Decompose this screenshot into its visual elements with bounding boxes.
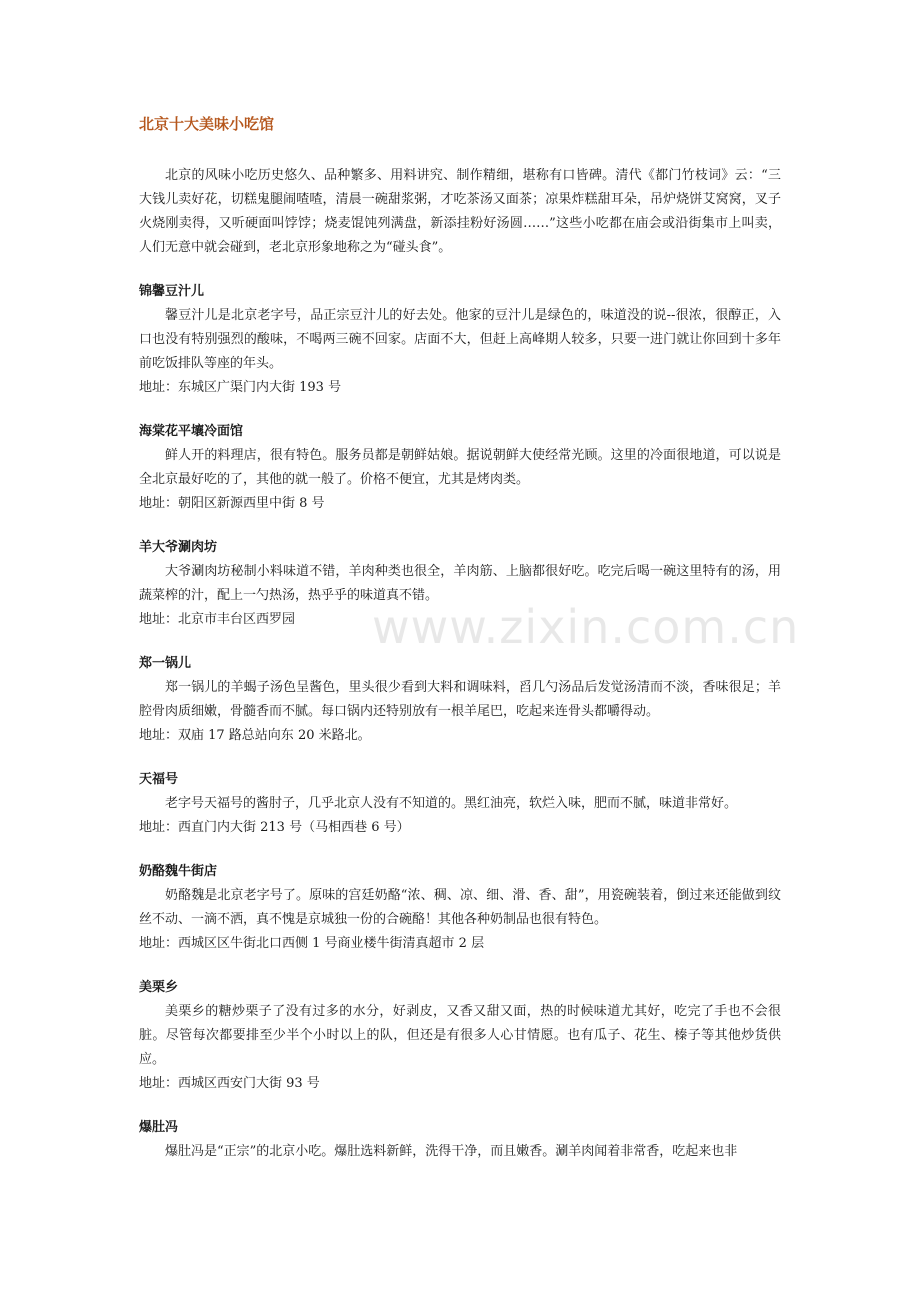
restaurant-address: 地址：北京市丰台区西罗园 (139, 612, 296, 627)
restaurant-entry (139, 860, 781, 956)
restaurant-address: 地址：东城区广渠门内大街 193 号 (139, 380, 342, 395)
restaurant-name: 郑一锅儿 (139, 656, 192, 671)
restaurant-list (139, 280, 800, 1164)
restaurant-address: 地址：西城区区牛街北口西侧 1 号商业楼牛街清真超市 2 层 (139, 936, 485, 951)
restaurant-entry (139, 536, 781, 632)
intro-paragraph: 北京的风味小吃历史悠久、品种繁多、用料讲究、制作精细，堪称有口皆碑。清代《都门竹枝词》云：“三大钱儿卖好花，切糕鬼腿闹喳喳，清晨一碗甜浆粥，才吃茶汤又面茶；凉果炸糕甜耳朵，吊炉烧饼艾窝窝，叉子火烧刚卖得，又听硬面叫饽饽；烧麦馄饨列满盘，新添挂粉好汤圆……”这些小吃都在庙会或沿街集市上叫卖，人们无意中就会碰到，老北京形象地称之为“碰头食”。 (139, 168, 781, 255)
restaurant-address: 地址：西直门内大街 213 号（马相西巷 6 号） (139, 820, 410, 835)
restaurant-description: 郑一锅儿的羊蝎子汤色呈酱色，里头很少看到大料和调味料，舀几勺汤品后发觉汤清而不淡，香味很足；羊腔骨肉质细嫩，骨髓香而不腻。每口锅内还特别放有一根羊尾巴，吃起来连骨头都嚼得动。 (139, 680, 781, 719)
restaurant-entry (139, 1116, 781, 1164)
restaurant-entry (139, 768, 781, 840)
restaurant-entry (139, 976, 781, 1096)
restaurant-name: 奶酪魏牛街店 (139, 864, 218, 879)
restaurant-address: 地址：西城区西安门大街 93 号 (139, 1076, 320, 1091)
restaurant-entry (139, 652, 781, 748)
restaurant-name: 锦馨豆汁儿 (139, 284, 205, 299)
restaurant-description: 奶酪魏是北京老字号了。原味的宫廷奶酪“浓、稠、凉、细、滑、香、甜”，用瓷碗装着，倒过来还能做到纹丝不动、一滴不洒，真不愧是京城独一份的合碗酪！其他各种奶制品也很有特色。 (139, 888, 781, 927)
restaurant-name: 爆肚冯 (139, 1120, 179, 1135)
restaurant-description: 美栗乡的糖炒栗子了没有过多的水分，好剥皮，又香又甜又面，热的时候味道尤其好，吃完了手也不会很脏。尽管每次都要排至少半个小时以上的队，但还是有很多人心甘情愿。也有瓜子、花生、榛子等其他炒货供应。 (139, 1004, 781, 1067)
restaurant-description: 大爷涮肉坊秘制小料味道不错，羊肉种类也很全，羊肉筋、上脑都很好吃。吃完后喝一碗这里特有的汤，用蔬菜榨的汁，配上一勺热汤，热乎乎的味道真不错。 (139, 564, 781, 603)
restaurant-address: 地址：朝阳区新源西里中街 8 号 (139, 496, 325, 511)
restaurant-description: 爆肚冯是“正宗”的北京小吃。爆肚选料新鲜，洗得干净，而且嫩香。涮羊肉闻着非常香，吃起来也非 (165, 1144, 738, 1159)
restaurant-description: 馨豆汁儿是北京老字号，品正宗豆汁儿的好去处。他家的豆汁儿是绿色的，味道没的说--很浓，很醇正，入口也没有特别强烈的酸味，不喝两三碗不回家。店面不大，但赶上高峰期人较多，只要一进门就让你回到十多年前吃饭排队等座的年头。 (139, 308, 781, 371)
watermark: www.zixin.com.cn (372, 600, 800, 654)
page-title: 北京十大美味小吃馆 (139, 115, 275, 133)
restaurant-name: 美栗乡 (139, 980, 179, 995)
restaurant-name: 羊大爷涮肉坊 (139, 540, 218, 555)
restaurant-description: 老字号天福号的酱肘子，几乎北京人没有不知道的。黑红油亮，软烂入味，肥而不腻，味道非常好。 (165, 796, 738, 811)
restaurant-address: 地址：双庙 17 路总站向东 20 米路北。 (139, 728, 371, 743)
restaurant-entry (139, 420, 781, 516)
restaurant-name: 天福号 (139, 772, 179, 787)
restaurant-entry (139, 280, 781, 400)
restaurant-description: 鲜人开的料理店，很有特色。服务员都是朝鲜姑娘。据说朝鲜大使经常光顾。这里的冷面很地道，可以说是全北京最好吃的了，其他的就一般了。价格不便宜，尤其是烤肉类。 (139, 448, 781, 487)
document-page (139, 112, 800, 1164)
restaurant-name: 海棠花平壤冷面馆 (139, 424, 244, 439)
